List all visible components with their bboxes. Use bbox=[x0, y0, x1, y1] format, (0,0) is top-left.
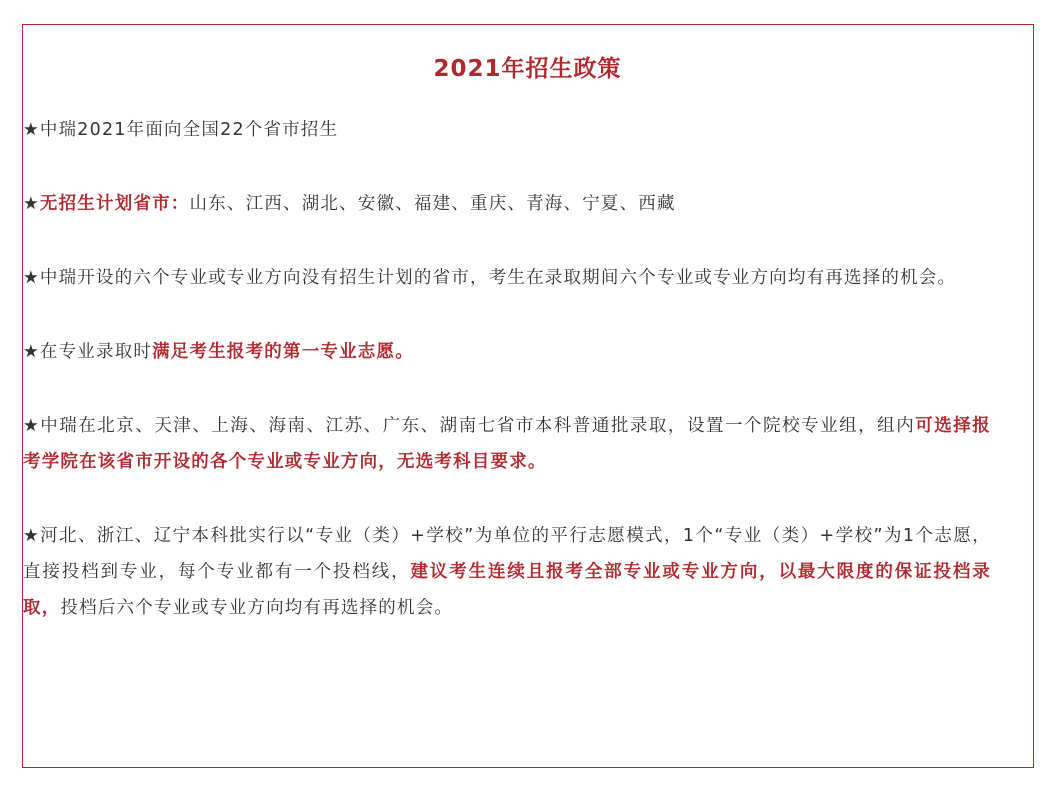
policy-paragraph bbox=[23, 112, 991, 148]
paragraph-text: ★中瑞2021年面向全国22个省市招生 bbox=[23, 120, 339, 140]
paragraph-text: 山东、江西、湖北、安徽、福建、重庆、青海、宁夏、西藏 bbox=[189, 194, 676, 214]
policy-paragraph bbox=[23, 186, 991, 222]
paragraph-text: ★河北、浙江、辽宁本科批实行以“专业（类）+学校”为单位的平行志愿模式，1个“专业（类）+学校”为1个志愿，直接投档到专业，每个专业都有一个投档线， bbox=[23, 526, 991, 582]
policy-paragraph bbox=[23, 260, 991, 296]
page-title: 2021年招生政策 bbox=[433, 56, 622, 82]
paragraph-text: 投档后六个专业或专业方向均有再选择的机会。 bbox=[60, 598, 454, 618]
emphasis-text: 满足考生报考的第一专业志愿。 bbox=[152, 342, 414, 362]
emphasis-text: 建议考生连续且报考全部专业或专业方向，以最大限度的保证投档录取， bbox=[23, 562, 991, 618]
emphasis-text: 可选择报考学院在该省市开设的各个专业或专业方向，无选考科目要求。 bbox=[23, 416, 991, 472]
paragraph-text: ★在专业录取时 bbox=[23, 342, 153, 362]
policy-content bbox=[23, 112, 991, 664]
policy-paragraph bbox=[23, 408, 991, 480]
policy-paragraph bbox=[23, 518, 991, 626]
policy-paragraph bbox=[23, 334, 991, 370]
paragraph-text: ★中瑞在北京、天津、上海、海南、江苏、广东、湖南七省市本科普通批录取，设置一个院校专业组，组内 bbox=[23, 416, 916, 436]
paragraph-text: ★ bbox=[23, 194, 40, 214]
paragraph-text: ★中瑞开设的六个专业或专业方向没有招生计划的省市，考生在录取期间六个专业或专业方向均有再选择的机会。 bbox=[23, 268, 957, 288]
emphasis-text: 无招生计划省市： bbox=[39, 194, 190, 214]
